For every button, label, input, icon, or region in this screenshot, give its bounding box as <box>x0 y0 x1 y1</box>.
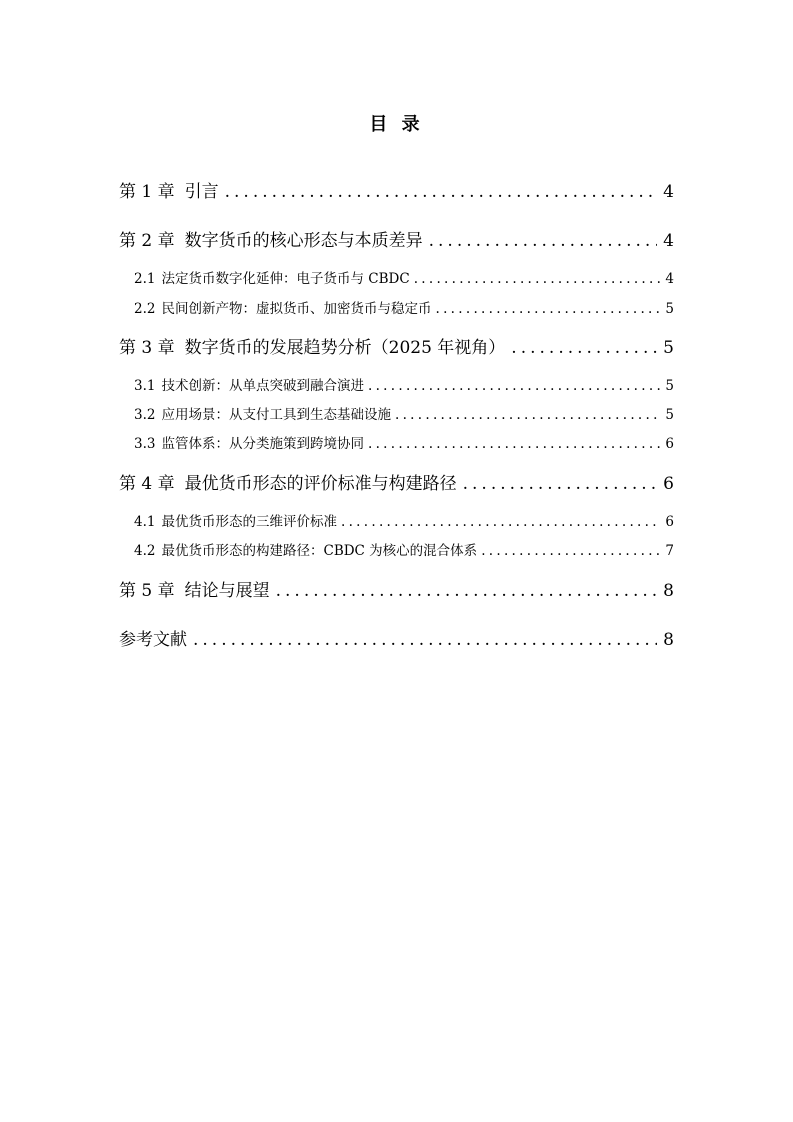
toc-entry-page: 4 <box>665 271 674 287</box>
toc-entry-number: 3.3 <box>134 436 156 452</box>
toc-entry-number: 2.1 <box>134 271 156 287</box>
dot-leader <box>463 472 658 496</box>
toc-entry-number: 第 4 章 <box>119 474 175 494</box>
toc-entry-label: 结论与展望 <box>184 581 270 601</box>
toc-entry-page: 5 <box>665 301 674 317</box>
toc-entry-page: 5 <box>665 378 674 394</box>
toc-entry-number: 3.2 <box>134 407 156 423</box>
toc-entry-section-2-1[interactable] <box>134 269 674 289</box>
toc-entry-page: 7 <box>665 543 674 559</box>
toc-entry-label: 最优货币形态的构建路径：CBDC 为核心的混合体系 <box>161 543 478 559</box>
toc-entry-section-4-2[interactable] <box>134 541 674 561</box>
toc-entry-page: 6 <box>665 514 674 530</box>
dot-leader <box>435 299 661 319</box>
toc-entry-section-3-1[interactable] <box>134 376 674 396</box>
toc-entry-number: 4.1 <box>134 514 156 530</box>
toc-entry-chapter-3[interactable] <box>119 336 674 360</box>
toc-entry-label: 民间创新产物：虚拟货币、加密货币与稳定币 <box>161 301 432 317</box>
dot-leader <box>481 541 661 561</box>
dot-leader <box>395 405 661 425</box>
toc-entry-label: 技术创新：从单点突破到融合演进 <box>161 378 364 394</box>
toc-entry-label: 数字货币的核心形态与本质差异 <box>184 231 423 251</box>
toc-entry-number: 4.2 <box>134 543 156 559</box>
dot-leader <box>414 269 662 289</box>
toc-entry-label: 数字货币的发展趋势分析（2025 年视角） <box>184 338 506 358</box>
toc-entry-label: 最优货币形态的评价标准与构建路径 <box>184 474 457 494</box>
toc-entry-section-3-3[interactable] <box>134 434 674 454</box>
toc-entry-section-4-1[interactable] <box>134 512 674 532</box>
dot-leader <box>276 579 658 603</box>
toc-entry-chapter-1[interactable] <box>119 180 674 204</box>
dot-leader <box>341 512 661 532</box>
toc-entry-chapter-2[interactable] <box>119 229 674 253</box>
toc-entry-number: 第 3 章 <box>119 338 175 358</box>
toc-entry-references[interactable] <box>119 628 674 652</box>
dot-leader <box>225 180 658 204</box>
toc-entry-number: 2.2 <box>134 301 156 317</box>
toc-entry-page: 5 <box>665 407 674 423</box>
toc-entry-page: 8 <box>663 581 674 601</box>
toc-entry-label: 应用场景：从支付工具到生态基础设施 <box>161 407 391 423</box>
dot-leader <box>511 336 657 360</box>
dot-leader <box>368 434 661 454</box>
toc-entry-label: 监管体系：从分类施策到跨境协同 <box>161 436 364 452</box>
toc-entry-page: 6 <box>663 474 674 494</box>
dot-leader <box>368 376 661 396</box>
toc-entry-number: 第 5 章 <box>119 581 175 601</box>
toc-entry-number: 3.1 <box>134 378 156 394</box>
toc-entry-page: 4 <box>663 231 674 251</box>
dot-leader <box>193 628 657 652</box>
toc-entry-label: 最优货币形态的三维评价标准 <box>161 514 337 530</box>
toc-entry-page: 4 <box>663 182 674 202</box>
toc-entry-section-3-2[interactable] <box>134 405 674 425</box>
toc-entry-label: 法定货币数字化延伸：电子货币与 CBDC <box>161 271 410 287</box>
toc-entry-page: 8 <box>663 630 674 650</box>
toc-entry-page: 6 <box>665 436 674 452</box>
toc-entry-chapter-4[interactable] <box>119 472 674 496</box>
page-title: 目 录 <box>369 114 424 135</box>
toc-entry-page: 5 <box>663 338 674 358</box>
toc-entry-label: 引言 <box>184 182 219 202</box>
toc-entry-chapter-5[interactable] <box>119 579 674 603</box>
toc-entry-section-2-2[interactable] <box>134 299 674 319</box>
toc-entry-label: 参考文献 <box>119 630 187 650</box>
dot-leader <box>429 229 658 253</box>
toc-entry-number: 第 1 章 <box>119 182 175 202</box>
toc-entry-number: 第 2 章 <box>119 231 175 251</box>
